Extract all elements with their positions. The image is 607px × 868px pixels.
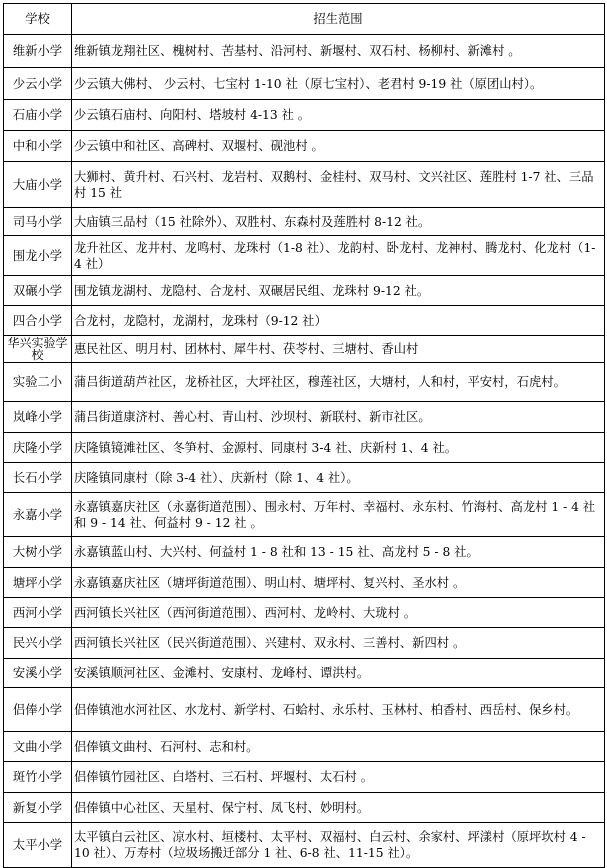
table-row [4, 823, 605, 868]
school-name: 安溪小学 [4, 659, 72, 688]
school-name: 四合小学 [4, 306, 72, 336]
school-name: 庆隆小学 [4, 433, 72, 463]
table-row [4, 793, 605, 823]
school-name: 长石小学 [4, 463, 72, 493]
table-row [4, 433, 605, 463]
table-row [4, 306, 605, 336]
school-name: 塘坪小学 [4, 568, 72, 598]
table-row [4, 659, 605, 688]
school-name: 双碾小学 [4, 276, 72, 306]
school-range: 少云镇石庙村、向阳村、塔坡村 4-13 社 。 [72, 100, 605, 131]
school-range: 安溪镇顺河社区、金滩村、安康村、龙峰村、谭洪村。 [72, 659, 605, 688]
school-range: 永嘉镇嘉庆社区（塘坪街道范围）、明山村、塘坪村、复兴村、圣水村 。 [72, 568, 605, 598]
school-name: 少云小学 [4, 68, 72, 100]
school-name: 侣俸小学 [4, 688, 72, 732]
school-name: 石庙小学 [4, 100, 72, 131]
table-row [4, 762, 605, 793]
school-name: 华兴实验学校 [4, 336, 72, 363]
school-name: 实验二小 [4, 363, 72, 402]
school-name: 围龙小学 [4, 236, 72, 276]
table-row [4, 276, 605, 306]
school-name: 维新小学 [4, 35, 72, 68]
school-name: 太平小学 [4, 823, 72, 868]
school-name: 大庙小学 [4, 162, 72, 208]
school-name: 大树小学 [4, 537, 72, 568]
school-range: 侣俸镇中心社区、天星村、保宁村、凤飞村、妙明村。 [72, 793, 605, 823]
school-range: 庆隆镇同康村（除 3-4 社）、庆新村（除 1、4 社）。 [72, 463, 605, 493]
table-row [4, 35, 605, 68]
school-range: 庆隆镇镜滩社区、冬笋村、金源村、同康村 3-4 社、庆新村 1、4 社。 [72, 433, 605, 463]
school-range: 大庙镇三品村（15 社除外）、双胜村、东森村及莲胜村 8-12 社。 [72, 208, 605, 236]
school-range: 蒲吕街道康济村、善心村、青山村、沙坝村、新联村、新市社区。 [72, 402, 605, 433]
school-range: 合龙村，龙隐村，龙湖村，龙珠村（9-12 社） [72, 306, 605, 336]
table-row [4, 236, 605, 276]
table-row [4, 100, 605, 131]
table-row [4, 131, 605, 162]
table-row [4, 402, 605, 433]
school-range: 少云镇大佛村、 少云村、七宝村 1-10 社（原七宝村）、老君村 9-19 社（原团山村）。 [72, 68, 605, 100]
table-row [4, 162, 605, 208]
admission-table-container [3, 3, 605, 868]
table-row [4, 463, 605, 493]
header-school: 学校 [4, 4, 72, 35]
table-row [4, 363, 605, 402]
table-row [4, 732, 605, 762]
school-range: 侣俸镇池水河社区、水龙村、新学村、石蛤村、永乐村、玉林村、柏香村、西岳村、保乡村。 [72, 688, 605, 732]
table-row [4, 568, 605, 598]
table-row [4, 336, 605, 363]
school-range: 围龙镇龙湖村、龙隐村、合龙村、双碾居民组、龙珠村 9-12 社。 [72, 276, 605, 306]
school-name: 新复小学 [4, 793, 72, 823]
table-header-row [4, 4, 605, 35]
school-range: 永嘉镇蓝山村、大兴村、何益村 1 - 8 社和 13 - 15 社、高龙村 5 - 8 社。 [72, 537, 605, 568]
table-row [4, 598, 605, 628]
table-row [4, 68, 605, 100]
admission-table [3, 3, 605, 868]
table-row [4, 688, 605, 732]
school-name: 司马小学 [4, 208, 72, 236]
school-name: 文曲小学 [4, 732, 72, 762]
school-range: 大狮村、黄升村、石兴村、龙岩村、双鹅村、金桂村、双马村、文兴社区、莲胜村 1-7 社、三品村 15 社 [72, 162, 605, 208]
school-range: 太平镇白云社区、凉水村、垣楼村、太平村、双福村、白云村、余家村、坪漾村（原坪坎村 4 - 10 社）、万寿村（垃圾场搬迁部分 1 社、6-8 社、11-15 社）。 [72, 823, 605, 868]
school-range: 永嘉镇嘉庆社区（永嘉街道范围）、围永村、万年村、幸福村、永东村、竹海村、高龙村 1 - 4 社和 9 - 14 社、何益村 9 - 12 社 。 [72, 493, 605, 537]
table-row [4, 628, 605, 659]
school-name: 西河小学 [4, 598, 72, 628]
school-name: 中和小学 [4, 131, 72, 162]
school-range: 少云镇中和社区、高碑村、双堰村、砚池村 。 [72, 131, 605, 162]
table-row [4, 208, 605, 236]
school-name: 斑竹小学 [4, 762, 72, 793]
table-row [4, 537, 605, 568]
school-name: 永嘉小学 [4, 493, 72, 537]
school-range: 维新镇龙翔社区、槐树村、苦基村、沿河村、新堰村、双石村、杨柳村、新滩村 。 [72, 35, 605, 68]
school-name: 民兴小学 [4, 628, 72, 659]
school-range: 龙升社区、龙井村、龙鸣村、龙珠村（1-8 社）、龙韵村、卧龙村、龙神村、腾龙村、化龙村（1-4 社） [72, 236, 605, 276]
table-row [4, 493, 605, 537]
school-range: 西河镇长兴社区（民兴街道范围）、兴建村、双永村、三善村、新四村 。 [72, 628, 605, 659]
school-range: 侣俸镇竹园社区、白塔村、三石村、坪堰村、太石村 。 [72, 762, 605, 793]
school-range: 侣俸镇文曲村、石河村、志和村。 [72, 732, 605, 762]
school-name: 岚峰小学 [4, 402, 72, 433]
header-range: 招生范围 [72, 4, 605, 35]
school-range: 惠民社区、明月村、团林村、犀牛村、茯苓村、三塘村、香山村 [72, 336, 605, 363]
school-range: 西河镇长兴社区（西河街道范围）、西河村、龙岭村、大珑村 。 [72, 598, 605, 628]
school-range: 蒲吕街道葫芦社区，龙桥社区，大坪社区，穆莲社区，大塘村，人和村，平安村，石虎村。 [72, 363, 605, 402]
